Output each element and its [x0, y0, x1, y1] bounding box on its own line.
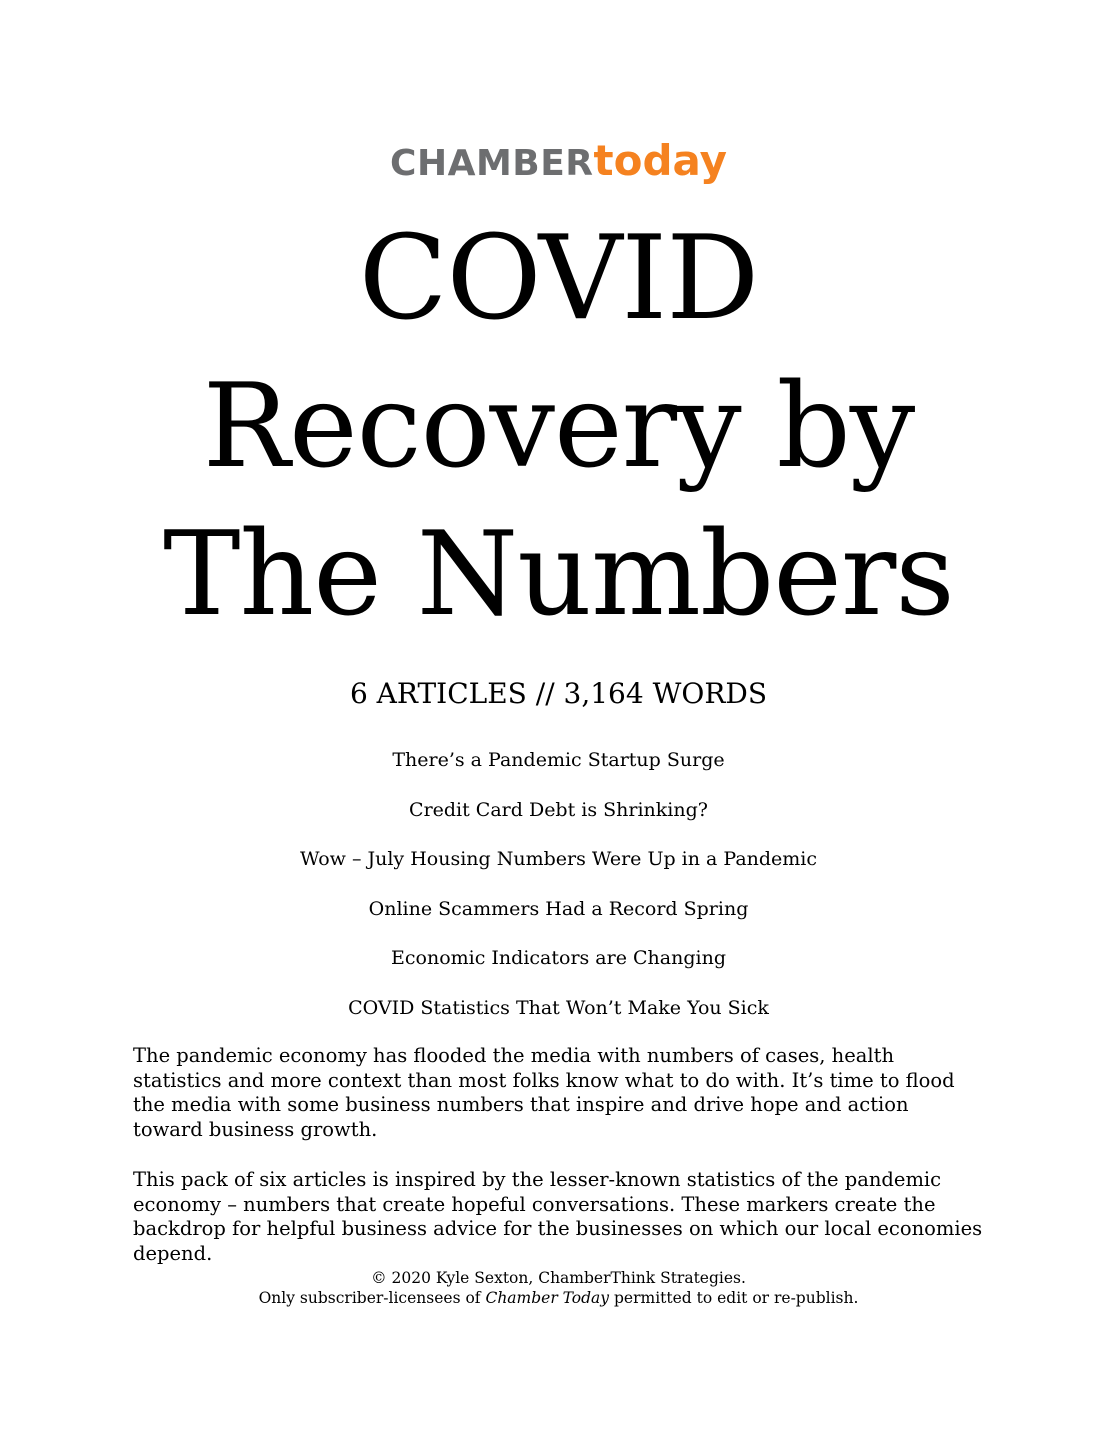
- title-line-2: Recovery by: [202, 359, 915, 494]
- article-word-count: 6 ARTICLES // 3,164 WORDS: [349, 677, 768, 710]
- copyright-footer: [0, 1268, 1117, 1308]
- article-title: Credit Card Debt is Shrinking?: [409, 798, 708, 821]
- pack-description-paragraph: This pack of six articles is inspired by the lesser-known statistics of the pandemic economy – numbers that create hopeful conversations. These markers create the backdrop for helpful business advice for the businesses on which our local economies depend.: [133, 1168, 983, 1265]
- license-prefix: Only subscriber-licensees of: [258, 1289, 486, 1307]
- intro-paragraph: The pandemic economy has flooded the media with numbers of cases, health statistics and more context than most folks know what to do with. It’s time to flood the media with some business numbers that inspire and drive hope and action toward business growth.: [133, 1044, 955, 1141]
- publication-name: Chamber Today: [485, 1289, 610, 1307]
- license-suffix: permitted to edit or re-publish.: [609, 1289, 859, 1307]
- article-title: COVID Statistics That Won’t Make You Sick: [348, 996, 769, 1019]
- title-line-1: COVID: [358, 211, 759, 346]
- logo-chamber-text: CHAMBER: [390, 143, 594, 184]
- copyright-line: © 2020 Kyle Sexton, ChamberThink Strategies.: [371, 1269, 746, 1287]
- logo-today-text: today: [593, 136, 727, 185]
- article-title: Online Scammers Had a Record Spring: [368, 897, 749, 920]
- license-line: [0, 1288, 1117, 1308]
- article-title: There’s a Pandemic Startup Surge: [392, 749, 725, 771]
- document-title: [0, 205, 1117, 649]
- article-list: [0, 745, 1117, 1043]
- title-line-3: The Numbers: [163, 507, 954, 642]
- article-title: Wow – July Housing Numbers Were Up in a Pandemic: [299, 848, 818, 871]
- chamber-today-logo: [0, 136, 1117, 185]
- article-title: Economic Indicators are Changing: [391, 947, 726, 970]
